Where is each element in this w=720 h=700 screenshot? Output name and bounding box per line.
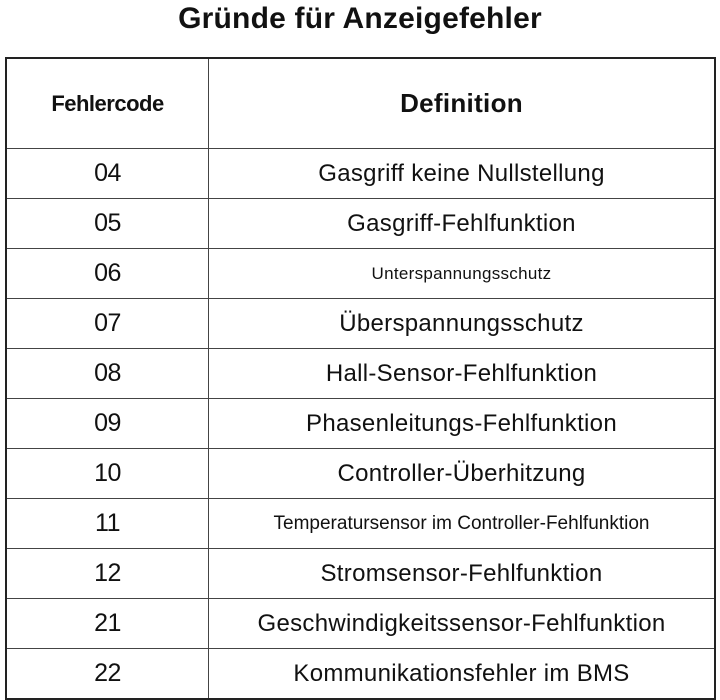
error-code-cell: 08 — [7, 349, 209, 398]
table-row — [7, 348, 714, 398]
error-code-cell: 06 — [7, 249, 209, 298]
error-code-cell: 04 — [7, 149, 209, 198]
definition-cell: Hall-Sensor-Fehlfunktion — [325, 359, 598, 387]
definition-cell: Gasgriff-Fehlfunktion — [347, 209, 576, 237]
error-code-cell: 11 — [7, 499, 209, 548]
table-row — [7, 198, 714, 248]
definition-cell: Geschwindigkeitssensor-Fehlfunktion — [257, 609, 666, 637]
table-header-row — [7, 59, 714, 148]
definition-cell: Überspannungsschutz — [339, 309, 584, 337]
table-row — [7, 398, 714, 448]
table-row — [7, 648, 714, 698]
header-fehlercode: Fehlercode — [7, 59, 209, 148]
definition-cell: Temperatursensor im Controller-Fehlfunktion — [273, 512, 650, 534]
error-code-cell: 07 — [7, 299, 209, 348]
error-code-cell: 12 — [7, 549, 209, 598]
table-row — [7, 248, 714, 298]
page-title: Gründe für Anzeigefehler — [178, 2, 542, 35]
definition-cell: Unterspannungsschutz — [371, 263, 552, 283]
table-row — [7, 598, 714, 648]
header-definition: Definition — [400, 88, 523, 118]
definition-cell: Stromsensor-Fehlfunktion — [320, 559, 603, 587]
error-code-cell: 10 — [7, 449, 209, 498]
table-row — [7, 498, 714, 548]
definition-cell: Controller-Überhitzung — [337, 459, 586, 487]
error-code-cell: 05 — [7, 199, 209, 248]
definition-cell: Phasenleitungs-Fehlfunktion — [306, 409, 617, 437]
table-row — [7, 298, 714, 348]
table-row — [7, 148, 714, 198]
error-code-cell: 09 — [7, 399, 209, 448]
table-row — [7, 448, 714, 498]
error-code-table — [5, 57, 716, 700]
error-code-cell: 21 — [7, 599, 209, 648]
table-row — [7, 548, 714, 598]
error-code-cell: 22 — [7, 649, 209, 698]
definition-cell: Kommunikationsfehler im BMS — [293, 659, 630, 687]
definition-cell: Gasgriff keine Nullstellung — [318, 159, 605, 187]
